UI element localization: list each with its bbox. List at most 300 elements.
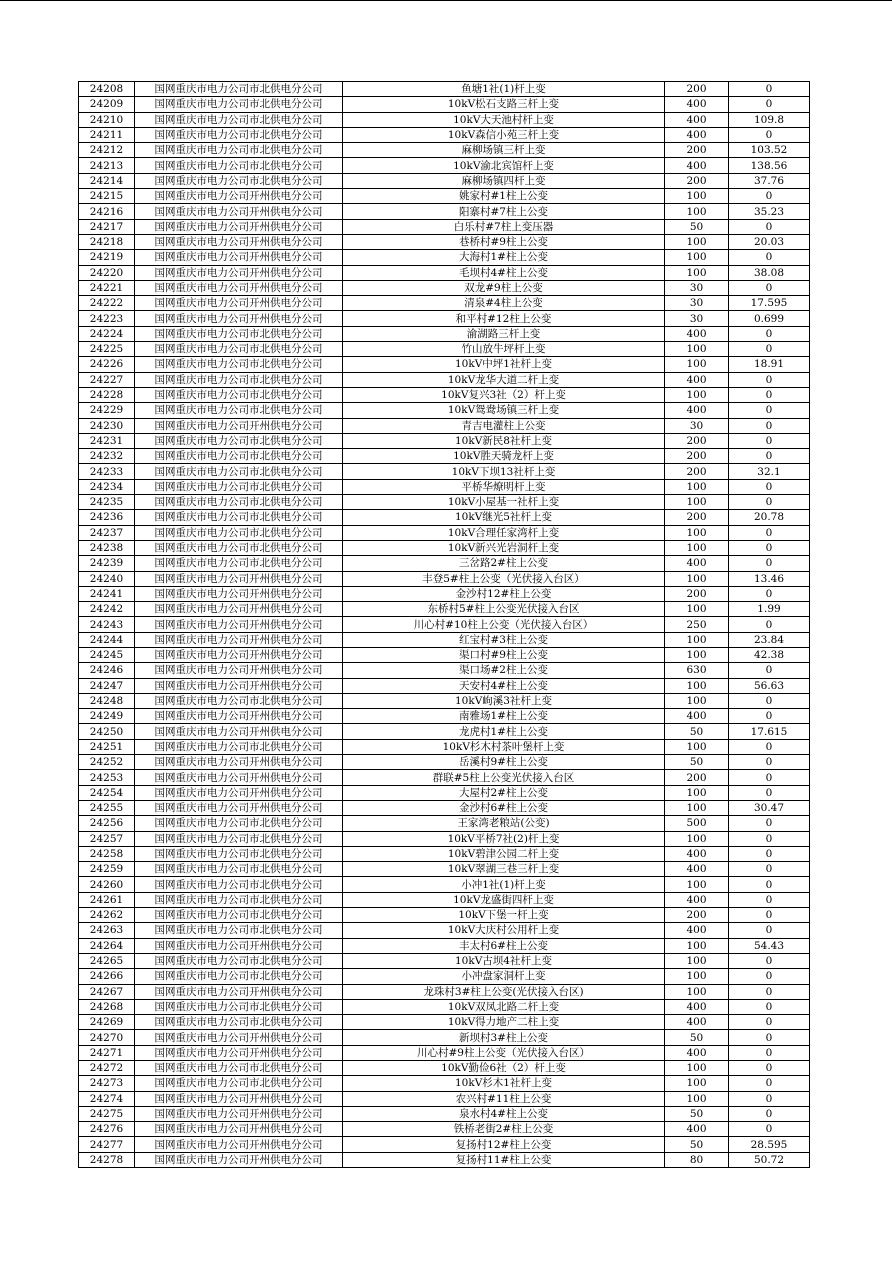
value-cell: 0 xyxy=(729,1015,810,1030)
table-row xyxy=(79,234,810,249)
value-cell: 0 xyxy=(729,693,810,708)
capacity-cell: 100 xyxy=(665,571,729,586)
transformer-name-cell: 丰太村6#柱上公变 xyxy=(343,938,665,953)
value-cell: 13.46 xyxy=(729,571,810,586)
row-id-cell: 24256 xyxy=(79,816,135,831)
value-cell: 0 xyxy=(729,189,810,204)
capacity-cell: 100 xyxy=(665,800,729,815)
value-cell: 0 xyxy=(729,862,810,877)
capacity-cell: 100 xyxy=(665,678,729,693)
table-row xyxy=(79,1137,810,1152)
value-cell: 0 xyxy=(729,525,810,540)
row-id-cell: 24244 xyxy=(79,632,135,647)
transformer-name-cell: 巷桥村#9柱上公变 xyxy=(343,234,665,249)
transformer-name-cell: 川心村#10柱上公变（光伏接入台区） xyxy=(343,617,665,632)
row-id-cell: 24270 xyxy=(79,1030,135,1045)
table-row xyxy=(79,663,810,678)
value-cell: 37.76 xyxy=(729,173,810,188)
table-row xyxy=(79,1015,810,1030)
value-cell: 38.08 xyxy=(729,265,810,280)
value-cell: 0 xyxy=(729,586,810,601)
company-name-cell: 国网重庆市电力公司开州供电分公司 xyxy=(135,678,343,693)
table-row xyxy=(79,755,810,770)
row-id-cell: 24239 xyxy=(79,556,135,571)
company-name-cell: 国网重庆市电力公司开州供电分公司 xyxy=(135,617,343,632)
table-row xyxy=(79,387,810,402)
transformer-name-cell: 大海村1#柱上公变 xyxy=(343,250,665,265)
value-cell: 0 xyxy=(729,755,810,770)
transformer-name-cell: 10kV杉木村茶叶堡杆上变 xyxy=(343,739,665,754)
value-cell: 0 xyxy=(729,326,810,341)
capacity-cell: 400 xyxy=(665,326,729,341)
row-id-cell: 24210 xyxy=(79,112,135,127)
row-id-cell: 24214 xyxy=(79,173,135,188)
row-id-cell: 24222 xyxy=(79,296,135,311)
company-name-cell: 国网重庆市电力公司开州供电分公司 xyxy=(135,1122,343,1137)
table-row xyxy=(79,862,810,877)
company-name-cell: 国网重庆市电力公司市北供电分公司 xyxy=(135,831,343,846)
transformer-name-cell: 10kV中坪1社杆上变 xyxy=(343,357,665,372)
value-cell: 0 xyxy=(729,984,810,999)
value-cell: 20.03 xyxy=(729,234,810,249)
capacity-cell: 400 xyxy=(665,372,729,387)
capacity-cell: 100 xyxy=(665,1061,729,1076)
transformer-name-cell: 10kV胜天骑龙杆上变 xyxy=(343,449,665,464)
table-row xyxy=(79,571,810,586)
row-id-cell: 24237 xyxy=(79,525,135,540)
transformer-name-cell: 南雅场1#柱上公变 xyxy=(343,709,665,724)
capacity-cell: 100 xyxy=(665,602,729,617)
value-cell: 109.8 xyxy=(729,112,810,127)
value-cell: 23.84 xyxy=(729,632,810,647)
transformer-name-cell: 10kV碧津公园二杆上变 xyxy=(343,846,665,861)
company-name-cell: 国网重庆市电力公司市北供电分公司 xyxy=(135,1015,343,1030)
value-cell: 0 xyxy=(729,387,810,402)
row-id-cell: 24231 xyxy=(79,433,135,448)
capacity-cell: 400 xyxy=(665,892,729,907)
value-cell: 138.56 xyxy=(729,158,810,173)
row-id-cell: 24217 xyxy=(79,219,135,234)
row-id-cell: 24216 xyxy=(79,204,135,219)
table-row xyxy=(79,999,810,1014)
company-name-cell: 国网重庆市电力公司市北供电分公司 xyxy=(135,969,343,984)
value-cell: 0 xyxy=(729,877,810,892)
row-id-cell: 24236 xyxy=(79,510,135,525)
capacity-cell: 400 xyxy=(665,846,729,861)
capacity-cell: 400 xyxy=(665,862,729,877)
value-cell: 0 xyxy=(729,739,810,754)
row-id-cell: 24224 xyxy=(79,326,135,341)
row-id-cell: 24243 xyxy=(79,617,135,632)
transformer-name-cell: 10kV大庆村公用杆上变 xyxy=(343,923,665,938)
capacity-cell: 100 xyxy=(665,387,729,402)
transformer-name-cell: 10kV龙华大道二杆上变 xyxy=(343,372,665,387)
capacity-cell: 50 xyxy=(665,219,729,234)
row-id-cell: 24261 xyxy=(79,892,135,907)
value-cell: 0 xyxy=(729,479,810,494)
company-name-cell: 国网重庆市电力公司开州供电分公司 xyxy=(135,280,343,295)
row-id-cell: 24255 xyxy=(79,800,135,815)
company-name-cell: 国网重庆市电力公司开州供电分公司 xyxy=(135,265,343,280)
company-name-cell: 国网重庆市电力公司市北供电分公司 xyxy=(135,158,343,173)
table-row xyxy=(79,97,810,112)
table-row xyxy=(79,923,810,938)
row-id-cell: 24234 xyxy=(79,479,135,494)
company-name-cell: 国网重庆市电力公司市北供电分公司 xyxy=(135,326,343,341)
company-name-cell: 国网重庆市电力公司市北供电分公司 xyxy=(135,877,343,892)
company-name-cell: 国网重庆市电力公司市北供电分公司 xyxy=(135,403,343,418)
table-row xyxy=(79,189,810,204)
value-cell: 0 xyxy=(729,97,810,112)
company-name-cell: 国网重庆市电力公司市北供电分公司 xyxy=(135,479,343,494)
table-row xyxy=(79,831,810,846)
value-cell: 0 xyxy=(729,892,810,907)
row-id-cell: 24230 xyxy=(79,418,135,433)
row-id-cell: 24232 xyxy=(79,449,135,464)
company-name-cell: 国网重庆市电力公司开州供电分公司 xyxy=(135,311,343,326)
row-id-cell: 24228 xyxy=(79,387,135,402)
value-cell: 0 xyxy=(729,663,810,678)
company-name-cell: 国网重庆市电力公司市北供电分公司 xyxy=(135,510,343,525)
row-id-cell: 24208 xyxy=(79,82,135,97)
transformer-name-cell: 10kV森信小苑三杆上变 xyxy=(343,127,665,142)
value-cell: 0 xyxy=(729,540,810,555)
company-name-cell: 国网重庆市电力公司开州供电分公司 xyxy=(135,1152,343,1167)
company-name-cell: 国网重庆市电力公司市北供电分公司 xyxy=(135,540,343,555)
company-name-cell: 国网重庆市电力公司开州供电分公司 xyxy=(135,250,343,265)
transformer-name-cell: 10kV继光5社杆上变 xyxy=(343,510,665,525)
capacity-cell: 100 xyxy=(665,647,729,662)
row-id-cell: 24226 xyxy=(79,357,135,372)
row-id-cell: 24213 xyxy=(79,158,135,173)
company-name-cell: 国网重庆市电力公司市北供电分公司 xyxy=(135,449,343,464)
company-name-cell: 国网重庆市电力公司市北供电分公司 xyxy=(135,112,343,127)
capacity-cell: 30 xyxy=(665,418,729,433)
transformer-table xyxy=(78,81,810,1168)
transformer-name-cell: 青吉电灌柱上公变 xyxy=(343,418,665,433)
company-name-cell: 国网重庆市电力公司市北供电分公司 xyxy=(135,999,343,1014)
transformer-name-cell: 渠口村#9柱上公变 xyxy=(343,647,665,662)
table-row xyxy=(79,586,810,601)
transformer-name-cell: 川心村#9柱上公变（光伏接入台区） xyxy=(343,1045,665,1060)
capacity-cell: 400 xyxy=(665,1045,729,1060)
table-row xyxy=(79,1106,810,1121)
capacity-cell: 100 xyxy=(665,250,729,265)
company-name-cell: 国网重庆市电力公司开州供电分公司 xyxy=(135,296,343,311)
table-row xyxy=(79,800,810,815)
value-cell: 0 xyxy=(729,433,810,448)
table-row xyxy=(79,938,810,953)
transformer-name-cell: 毛坝村4#柱上公变 xyxy=(343,265,665,280)
table-row xyxy=(79,1045,810,1060)
transformer-name-cell: 10kV合理任家湾杆上变 xyxy=(343,525,665,540)
value-cell: 0 xyxy=(729,1061,810,1076)
capacity-cell: 200 xyxy=(665,770,729,785)
company-name-cell: 国网重庆市电力公司市北供电分公司 xyxy=(135,372,343,387)
company-name-cell: 国网重庆市电力公司开州供电分公司 xyxy=(135,1030,343,1045)
capacity-cell: 100 xyxy=(665,739,729,754)
value-cell: 0 xyxy=(729,449,810,464)
table-row xyxy=(79,479,810,494)
capacity-cell: 100 xyxy=(665,877,729,892)
table-row xyxy=(79,280,810,295)
capacity-cell: 400 xyxy=(665,923,729,938)
table-row xyxy=(79,1061,810,1076)
table-row xyxy=(79,173,810,188)
capacity-cell: 200 xyxy=(665,433,729,448)
row-id-cell: 24246 xyxy=(79,663,135,678)
table-row xyxy=(79,250,810,265)
table-row xyxy=(79,908,810,923)
company-name-cell: 国网重庆市电力公司市北供电分公司 xyxy=(135,1076,343,1091)
transformer-name-cell: 姚家村#1柱上公变 xyxy=(343,189,665,204)
capacity-cell: 100 xyxy=(665,189,729,204)
value-cell: 18.91 xyxy=(729,357,810,372)
capacity-cell: 400 xyxy=(665,999,729,1014)
capacity-cell: 200 xyxy=(665,510,729,525)
transformer-name-cell: 10kV新民8社杆上变 xyxy=(343,433,665,448)
company-name-cell: 国网重庆市电力公司市北供电分公司 xyxy=(135,1061,343,1076)
transformer-name-cell: 10kV下坝13社杆上变 xyxy=(343,464,665,479)
transformer-name-cell: 铁桥老街2#柱上公变 xyxy=(343,1122,665,1137)
page-top-rule xyxy=(0,0,892,1)
company-name-cell: 国网重庆市电力公司市北供电分公司 xyxy=(135,433,343,448)
row-id-cell: 24209 xyxy=(79,97,135,112)
company-name-cell: 国网重庆市电力公司开州供电分公司 xyxy=(135,204,343,219)
value-cell: 0 xyxy=(729,418,810,433)
company-name-cell: 国网重庆市电力公司市北供电分公司 xyxy=(135,556,343,571)
capacity-cell: 100 xyxy=(665,632,729,647)
transformer-name-cell: 10kV岣溪3社杆上变 xyxy=(343,693,665,708)
row-id-cell: 24269 xyxy=(79,1015,135,1030)
capacity-cell: 100 xyxy=(665,495,729,510)
transformer-name-cell: 金沙村12#柱上公变 xyxy=(343,586,665,601)
transformer-name-cell: 10kV翠湖三巷三杆上变 xyxy=(343,862,665,877)
company-name-cell: 国网重庆市电力公司开州供电分公司 xyxy=(135,663,343,678)
company-name-cell: 国网重庆市电力公司市北供电分公司 xyxy=(135,816,343,831)
table-row xyxy=(79,1122,810,1137)
value-cell: 17.595 xyxy=(729,296,810,311)
company-name-cell: 国网重庆市电力公司市北供电分公司 xyxy=(135,143,343,158)
company-name-cell: 国网重庆市电力公司开州供电分公司 xyxy=(135,571,343,586)
row-id-cell: 24251 xyxy=(79,739,135,754)
capacity-cell: 100 xyxy=(665,525,729,540)
row-id-cell: 24240 xyxy=(79,571,135,586)
value-cell: 0 xyxy=(729,953,810,968)
capacity-cell: 200 xyxy=(665,908,729,923)
transformer-name-cell: 10kV复兴3社（2）杆上变 xyxy=(343,387,665,402)
row-id-cell: 24268 xyxy=(79,999,135,1014)
transformer-name-cell: 10kV下堡一杆上变 xyxy=(343,908,665,923)
capacity-cell: 100 xyxy=(665,540,729,555)
transformer-name-cell: 10kV松石支路三杆上变 xyxy=(343,97,665,112)
row-id-cell: 24248 xyxy=(79,693,135,708)
value-cell: 32.1 xyxy=(729,464,810,479)
table-row xyxy=(79,357,810,372)
transformer-name-cell: 10kV小屋基一社杆上变 xyxy=(343,495,665,510)
value-cell: 0 xyxy=(729,923,810,938)
capacity-cell: 500 xyxy=(665,816,729,831)
capacity-cell: 30 xyxy=(665,311,729,326)
row-id-cell: 24257 xyxy=(79,831,135,846)
table-row xyxy=(79,647,810,662)
transformer-name-cell: 复扬村11#柱上公变 xyxy=(343,1152,665,1167)
table-row xyxy=(79,510,810,525)
row-id-cell: 24272 xyxy=(79,1061,135,1076)
value-cell: 35.23 xyxy=(729,204,810,219)
company-name-cell: 国网重庆市电力公司开州供电分公司 xyxy=(135,785,343,800)
row-id-cell: 24225 xyxy=(79,342,135,357)
table-row xyxy=(79,219,810,234)
value-cell: 0 xyxy=(729,403,810,418)
table-row xyxy=(79,724,810,739)
row-id-cell: 24265 xyxy=(79,953,135,968)
table-row xyxy=(79,495,810,510)
row-id-cell: 24260 xyxy=(79,877,135,892)
row-id-cell: 24263 xyxy=(79,923,135,938)
transformer-name-cell: 白乐村#7柱上变压器 xyxy=(343,219,665,234)
transformer-name-cell: 三岔路2#柱上公变 xyxy=(343,556,665,571)
capacity-cell: 100 xyxy=(665,984,729,999)
company-name-cell: 国网重庆市电力公司市北供电分公司 xyxy=(135,342,343,357)
transformer-name-cell: 红宝村#3柱上公变 xyxy=(343,632,665,647)
capacity-cell: 100 xyxy=(665,953,729,968)
transformer-name-cell: 渠口场#2柱上公变 xyxy=(343,663,665,678)
transformer-name-cell: 麻柳场镇四杆上变 xyxy=(343,173,665,188)
capacity-cell: 50 xyxy=(665,724,729,739)
value-cell: 54.43 xyxy=(729,938,810,953)
row-id-cell: 24241 xyxy=(79,586,135,601)
company-name-cell: 国网重庆市电力公司开州供电分公司 xyxy=(135,938,343,953)
value-cell: 50.72 xyxy=(729,1152,810,1167)
table-row xyxy=(79,342,810,357)
transformer-name-cell: 龙虎村1#柱上公变 xyxy=(343,724,665,739)
row-id-cell: 24245 xyxy=(79,647,135,662)
row-id-cell: 24233 xyxy=(79,464,135,479)
table-row xyxy=(79,112,810,127)
transformer-name-cell: 清泉#4柱上公变 xyxy=(343,296,665,311)
table-row xyxy=(79,525,810,540)
transformer-name-cell: 新坝村3#柱上公变 xyxy=(343,1030,665,1045)
value-cell: 0 xyxy=(729,617,810,632)
company-name-cell: 国网重庆市电力公司开州供电分公司 xyxy=(135,1045,343,1060)
row-id-cell: 24258 xyxy=(79,846,135,861)
company-name-cell: 国网重庆市电力公司开州供电分公司 xyxy=(135,189,343,204)
capacity-cell: 200 xyxy=(665,449,729,464)
row-id-cell: 24271 xyxy=(79,1045,135,1060)
capacity-cell: 400 xyxy=(665,127,729,142)
row-id-cell: 24249 xyxy=(79,709,135,724)
transformer-name-cell: 双龙#9柱上公变 xyxy=(343,280,665,295)
value-cell: 42.38 xyxy=(729,647,810,662)
transformer-name-cell: 群联#5柱上公变光伏接入台区 xyxy=(343,770,665,785)
company-name-cell: 国网重庆市电力公司开州供电分公司 xyxy=(135,219,343,234)
table-row xyxy=(79,602,810,617)
company-name-cell: 国网重庆市电力公司市北供电分公司 xyxy=(135,693,343,708)
row-id-cell: 24227 xyxy=(79,372,135,387)
company-name-cell: 国网重庆市电力公司开州供电分公司 xyxy=(135,724,343,739)
value-cell: 0 xyxy=(729,250,810,265)
company-name-cell: 国网重庆市电力公司开州供电分公司 xyxy=(135,1106,343,1121)
value-cell: 0 xyxy=(729,372,810,387)
value-cell: 20.78 xyxy=(729,510,810,525)
company-name-cell: 国网重庆市电力公司市北供电分公司 xyxy=(135,846,343,861)
table-row xyxy=(79,617,810,632)
capacity-cell: 100 xyxy=(665,479,729,494)
company-name-cell: 国网重庆市电力公司开州供电分公司 xyxy=(135,586,343,601)
row-id-cell: 24247 xyxy=(79,678,135,693)
company-name-cell: 国网重庆市电力公司开州供电分公司 xyxy=(135,984,343,999)
capacity-cell: 100 xyxy=(665,265,729,280)
value-cell: 0 xyxy=(729,1091,810,1106)
capacity-cell: 400 xyxy=(665,1015,729,1030)
value-cell: 56.63 xyxy=(729,678,810,693)
transformer-name-cell: 10kV平桥7社(2)杆上变 xyxy=(343,831,665,846)
table-row xyxy=(79,265,810,280)
value-cell: 17.615 xyxy=(729,724,810,739)
value-cell: 0 xyxy=(729,785,810,800)
capacity-cell: 50 xyxy=(665,1030,729,1045)
company-name-cell: 国网重庆市电力公司市北供电分公司 xyxy=(135,892,343,907)
table-row xyxy=(79,204,810,219)
table-row xyxy=(79,1030,810,1045)
table-row xyxy=(79,877,810,892)
transformer-name-cell: 丰登5#柱上公变（光伏接入台区） xyxy=(343,571,665,586)
transformer-name-cell: 岳溪村9#柱上公变 xyxy=(343,755,665,770)
capacity-cell: 100 xyxy=(665,204,729,219)
transformer-name-cell: 东桥村5#柱上公变光伏接入台区 xyxy=(343,602,665,617)
row-id-cell: 24277 xyxy=(79,1137,135,1152)
company-name-cell: 国网重庆市电力公司市北供电分公司 xyxy=(135,357,343,372)
table-row xyxy=(79,1091,810,1106)
transformer-name-cell: 渝湖路三杆上变 xyxy=(343,326,665,341)
value-cell: 30.47 xyxy=(729,800,810,815)
capacity-cell: 100 xyxy=(665,234,729,249)
table-row xyxy=(79,311,810,326)
transformer-name-cell: 竹山放牛坪杆上变 xyxy=(343,342,665,357)
company-name-cell: 国网重庆市电力公司市北供电分公司 xyxy=(135,82,343,97)
table-row xyxy=(79,739,810,754)
transformer-name-cell: 复扬村12#柱上公变 xyxy=(343,1137,665,1152)
transformer-name-cell: 10kV勤俭6社（2）杆上变 xyxy=(343,1061,665,1076)
table-row xyxy=(79,433,810,448)
row-id-cell: 24211 xyxy=(79,127,135,142)
transformer-name-cell: 大屋村2#柱上公变 xyxy=(343,785,665,800)
row-id-cell: 24229 xyxy=(79,403,135,418)
row-id-cell: 24266 xyxy=(79,969,135,984)
transformer-name-cell: 10kV渝北宾馆杆上变 xyxy=(343,158,665,173)
row-id-cell: 24274 xyxy=(79,1091,135,1106)
value-cell: 0 xyxy=(729,908,810,923)
company-name-cell: 国网重庆市电力公司市北供电分公司 xyxy=(135,387,343,402)
capacity-cell: 100 xyxy=(665,342,729,357)
transformer-name-cell: 天安村4#柱上公变 xyxy=(343,678,665,693)
value-cell: 0 xyxy=(729,280,810,295)
capacity-cell: 100 xyxy=(665,357,729,372)
transformer-name-cell: 10kV龙盛街四杆上变 xyxy=(343,892,665,907)
value-cell: 0 xyxy=(729,770,810,785)
value-cell: 28.595 xyxy=(729,1137,810,1152)
company-name-cell: 国网重庆市电力公司市北供电分公司 xyxy=(135,525,343,540)
value-cell: 1.99 xyxy=(729,602,810,617)
value-cell: 0 xyxy=(729,556,810,571)
table-row xyxy=(79,846,810,861)
transformer-name-cell: 小冲盘家洞杆上变 xyxy=(343,969,665,984)
value-cell: 0 xyxy=(729,709,810,724)
capacity-cell: 100 xyxy=(665,785,729,800)
capacity-cell: 50 xyxy=(665,755,729,770)
company-name-cell: 国网重庆市电力公司市北供电分公司 xyxy=(135,464,343,479)
